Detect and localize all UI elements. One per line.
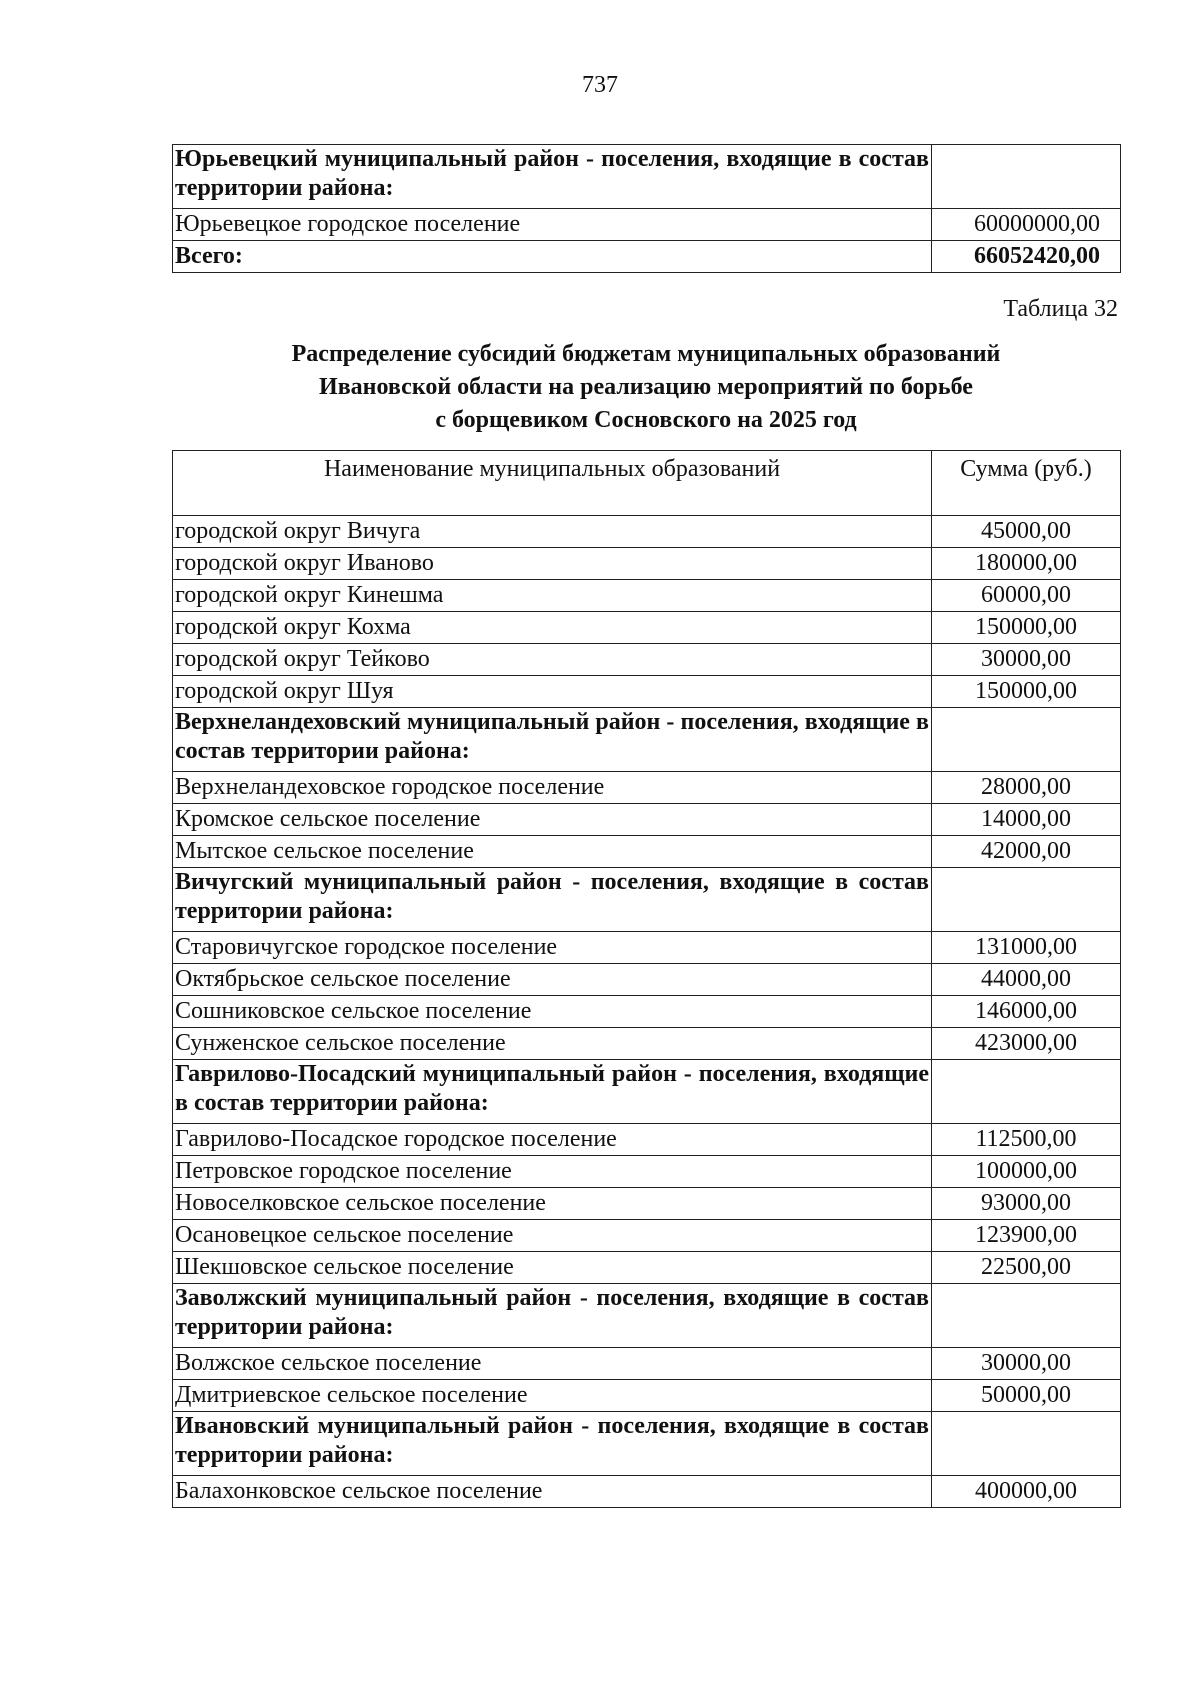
settlement-name-cell: Мытское сельское поселение — [173, 836, 932, 868]
amount-cell: 30000,00 — [932, 644, 1121, 676]
settlement-name-cell: городской округ Вичуга — [173, 516, 932, 548]
amount-cell — [932, 868, 1121, 932]
settlement-name-cell: Сунженское сельское поселение — [173, 1028, 932, 1060]
amount-cell: 400000,00 — [932, 1476, 1121, 1508]
district-name-cell: Заволжский муниципальный район - поселения, входящие в состав территории района: — [173, 1284, 932, 1348]
amount-cell: 150000,00 — [932, 676, 1121, 708]
total-row — [173, 241, 1121, 273]
settlement-name-cell: Кромское сельское поселение — [173, 804, 932, 836]
table-row — [173, 209, 1121, 241]
district-row — [173, 708, 1121, 772]
amount-cell: 180000,00 — [932, 548, 1121, 580]
column-header-amount: Сумма (руб.) — [932, 451, 1121, 516]
settlement-name-cell: городской округ Кохма — [173, 612, 932, 644]
amount-cell: 14000,00 — [932, 804, 1121, 836]
table-row — [173, 932, 1121, 964]
amount-cell: 60000000,00 — [932, 209, 1121, 241]
amount-cell: 22500,00 — [932, 1252, 1121, 1284]
amount-cell: 30000,00 — [932, 1348, 1121, 1380]
district-name-cell: Гаврилово-Посадский муниципальный район - поселения, входящие в состав территории района: — [173, 1060, 932, 1124]
amount-cell: 146000,00 — [932, 996, 1121, 1028]
settlement-name-cell: Шекшовское сельское поселение — [173, 1252, 932, 1284]
subsidy-table-body — [173, 516, 1121, 1508]
table-row — [173, 804, 1121, 836]
table-row — [173, 1028, 1121, 1060]
district-row — [173, 1412, 1121, 1476]
table-row — [173, 580, 1121, 612]
table-row — [173, 1348, 1121, 1380]
amount-cell: 123900,00 — [932, 1220, 1121, 1252]
table-row — [173, 516, 1121, 548]
amount-cell — [932, 1060, 1121, 1124]
table-row — [173, 1156, 1121, 1188]
district-name-cell: Ивановский муниципальный район - поселения, входящие в состав территории района: — [173, 1412, 932, 1476]
table-title — [172, 338, 1120, 437]
settlement-name-cell: Старовичугское городское поселение — [173, 932, 932, 964]
table-row — [173, 1188, 1121, 1220]
table-number: Таблица 32 — [1003, 296, 1118, 322]
district-row — [173, 868, 1121, 932]
table-row — [173, 1476, 1121, 1508]
amount-cell: 131000,00 — [932, 932, 1121, 964]
amount-cell — [932, 1412, 1121, 1476]
amount-cell: 45000,00 — [932, 516, 1121, 548]
district-name-cell: Верхнеландеховский муниципальный район - поселения, входящие в состав территории района: — [173, 708, 932, 772]
settlement-name-cell: Волжское сельское поселение — [173, 1348, 932, 1380]
amount-cell: 60000,00 — [932, 580, 1121, 612]
total-label-cell: Всего: — [173, 241, 932, 273]
amount-cell — [932, 1284, 1121, 1348]
district-row — [173, 145, 1121, 209]
amount-cell: 42000,00 — [932, 836, 1121, 868]
settlement-name-cell: городской округ Кинешма — [173, 580, 932, 612]
amount-cell: 150000,00 — [932, 612, 1121, 644]
settlement-name-cell: Дмитриевское сельское поселение — [173, 1380, 932, 1412]
page-number: 737 — [582, 72, 618, 98]
district-row — [173, 1284, 1121, 1348]
table-row — [173, 548, 1121, 580]
subsidy-table — [172, 450, 1121, 1508]
amount-cell: 423000,00 — [932, 1028, 1121, 1060]
table-title-line: с борщевиком Сосновского на 2025 год — [435, 407, 857, 433]
settlement-name-cell: Октябрьское сельское поселение — [173, 964, 932, 996]
settlement-name-cell: городской округ Шуя — [173, 676, 932, 708]
district-row — [173, 1060, 1121, 1124]
settlement-name-cell: Сошниковское сельское поселение — [173, 996, 932, 1028]
table-header-row — [173, 451, 1121, 516]
district-name-cell: Вичугский муниципальный район - поселения, входящие в состав территории района: — [173, 868, 932, 932]
table-row — [173, 772, 1121, 804]
table-row — [173, 1380, 1121, 1412]
table-row — [173, 836, 1121, 868]
table-row — [173, 1124, 1121, 1156]
amount-cell: 112500,00 — [932, 1124, 1121, 1156]
table-row — [173, 996, 1121, 1028]
settlement-name-cell: Петровское городское поселение — [173, 1156, 932, 1188]
amount-cell: 50000,00 — [932, 1380, 1121, 1412]
column-header-name: Наименование муниципальных образований — [173, 451, 932, 516]
continued-table — [172, 144, 1121, 273]
amount-cell — [932, 708, 1121, 772]
amount-cell — [932, 145, 1121, 209]
continued-table-body — [173, 145, 1121, 273]
amount-cell: 44000,00 — [932, 964, 1121, 996]
table-title-line: Ивановской области на реализацию мероприятий по борьбе — [319, 374, 973, 400]
table-row — [173, 1220, 1121, 1252]
table-row — [173, 964, 1121, 996]
settlement-name-cell: Новоселковское сельское поселение — [173, 1188, 932, 1220]
table-row — [173, 644, 1121, 676]
settlement-name-cell: Осановецкое сельское поселение — [173, 1220, 932, 1252]
table-row — [173, 612, 1121, 644]
settlement-name-cell: городской округ Тейково — [173, 644, 932, 676]
district-name-cell: Юрьевецкий муниципальный район - поселения, входящие в состав территории района: — [173, 145, 932, 209]
settlement-name-cell: Гаврилово-Посадское городское поселение — [173, 1124, 932, 1156]
settlement-name-cell: Балахонковское сельское поселение — [173, 1476, 932, 1508]
table-title-line: Распределение субсидий бюджетам муниципальных образований — [291, 341, 1001, 367]
settlement-name-cell: Юрьевецкое городское поселение — [173, 209, 932, 241]
amount-cell: 100000,00 — [932, 1156, 1121, 1188]
settlement-name-cell: Верхнеландеховское городское поселение — [173, 772, 932, 804]
settlement-name-cell: городской округ Иваново — [173, 548, 932, 580]
amount-cell: 93000,00 — [932, 1188, 1121, 1220]
table-row — [173, 676, 1121, 708]
total-amount-cell: 66052420,00 — [932, 241, 1121, 273]
amount-cell: 28000,00 — [932, 772, 1121, 804]
table-row — [173, 1252, 1121, 1284]
